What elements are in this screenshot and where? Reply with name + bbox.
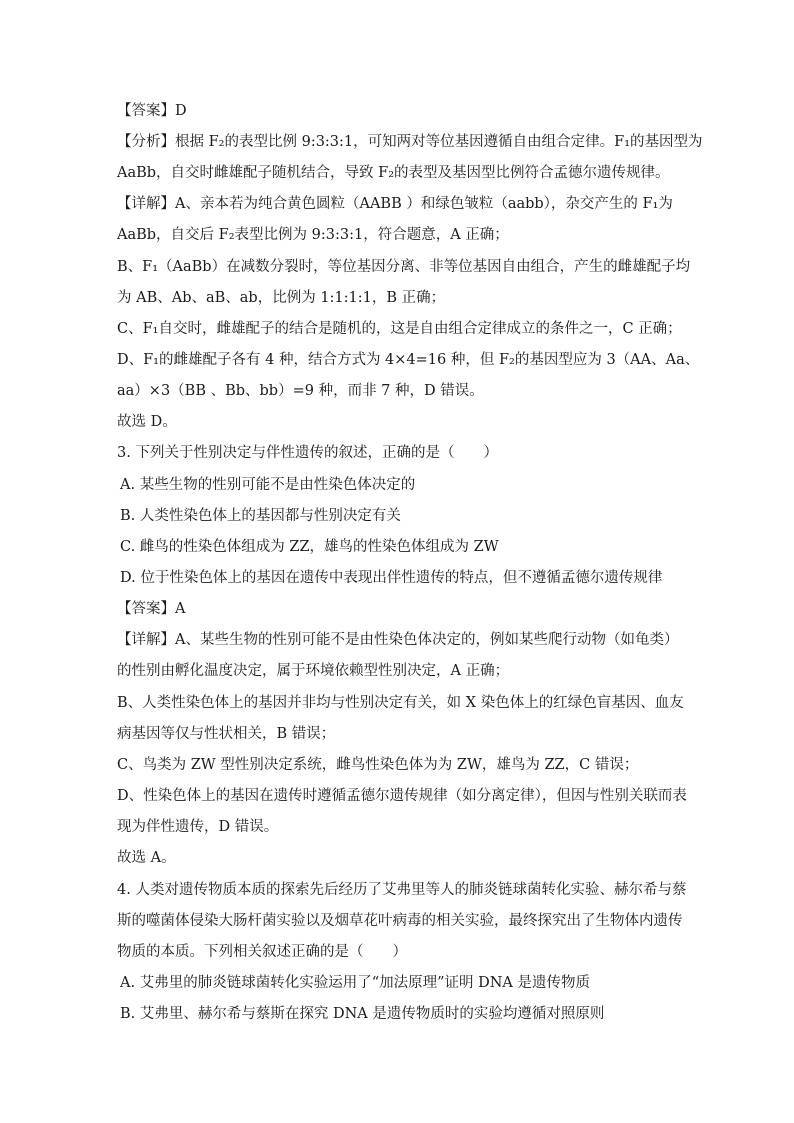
question-3-option-b: B. 人类性染色体上的基因都与性别决定有关 — [120, 508, 401, 524]
question-3-option-a: A. 某些生物的性别可能不是由性染色体决定的 — [120, 477, 416, 493]
explanation-line-5: C、F₁自交时，雌雄配子的结合是随机的，这是自由组合定律成立的条件之一，C 正确； — [117, 321, 682, 337]
question-4-option-b: B. 艾弗里、赫尔希与蔡斯在探究 DNA 是遗传物质时的实验均遵循对照原则 — [120, 1006, 605, 1022]
choice-line-q2: 故选 D。 — [117, 414, 177, 430]
question-4-stem-line-1: 4. 人类对遗传物质本质的探索先后经历了艾弗里等人的肺炎链球菌转化实验、赫尔希与蔡 — [117, 882, 687, 898]
explanation-line-3: B、F₁（AaBb）在减数分裂时，等位基因分离、非等位基因自由组合，产生的雌雄配子均 — [117, 259, 691, 275]
explanation-line-2: AaBb，自交后 F₂表型比例为 9:3:3:1，符合题意，A 正确； — [117, 227, 509, 243]
q3-explanation-line-1: 【详解】A、某些生物的性别可能不是由性染色体决定的，例如某些爬行动物（如龟类） — [117, 632, 679, 648]
question-3-option-d: D. 位于性染色体上的基因在遗传中表现出伴性遗传的特点，但不遵循孟德尔遗传规律 — [120, 570, 663, 586]
answer-label-q3: 【答案】A — [117, 601, 186, 617]
q3-explanation-line-2: 的性别由孵化温度决定，属于环境依赖型性别决定，A 正确； — [117, 663, 510, 679]
q3-explanation-line-6: D、性染色体上的基因在遗传时遵循孟德尔遗传规律（如分离定律），但因与性别关联而表 — [117, 788, 687, 804]
answer-label-q2: 【答案】D — [117, 103, 187, 119]
choice-line-q3: 故选 A。 — [117, 850, 176, 866]
question-4-option-a: A. 艾弗里的肺炎链球菌转化实验运用了“加法原理”证明 DNA 是遗传物质 — [120, 975, 591, 991]
explanation-line-1: 【详解】A、亲本若为纯合黄色圆粒（AABB ）和绿色皱粒（aabb），杂交产生的 F₁为 — [117, 196, 673, 212]
question-3-option-c: C. 雌鸟的性染色体组成为 ZZ，雄鸟的性染色体组成为 ZW — [120, 539, 499, 555]
analysis-line-2: AaBb，自交时雌雄配子随机结合，导致 F₂的表型及基因型比例符合孟德尔遗传规律。 — [117, 165, 670, 181]
explanation-line-6: D、F₁的雌雄配子各有 4 种，结合方式为 4×4=16 种，但 F₂的基因型应为 3（AA、Aa、 — [117, 352, 700, 368]
q3-explanation-line-4: 病基因等仅与性状相关，B 错误； — [117, 726, 336, 742]
q3-explanation-line-5: C、鸟类为 ZW 型性别决定系统，雌鸟性染色体为为 ZW，雄鸟为 ZZ，C 错误； — [117, 757, 639, 773]
question-4-stem-line-3: 物质的本质。下列相关叙述正确的是（ ） — [117, 944, 407, 960]
explanation-line-4: 为 AB、Ab、aB、ab，比例为 1:1:1:1，B 正确； — [117, 290, 446, 306]
question-3-stem: 3. 下列关于性别决定与伴性遗传的叙述，正确的是（ ） — [117, 445, 498, 461]
question-4-stem-line-2: 斯的噬菌体侵染大肠杆菌实验以及烟草花叶病毒的相关实验，最终探究出了生物体内遗传 — [117, 913, 683, 929]
explanation-line-7: aa）×3（BB 、Bb、bb）=9 种，而非 7 种，D 错误。 — [117, 383, 484, 399]
analysis-line-1: 【分析】根据 F₂的表型比例 9:3:3:1，可知两对等位基因遵循自由组合定律。F₁的基因型为 — [117, 134, 703, 150]
q3-explanation-line-7: 现为伴性遗传，D 错误。 — [117, 819, 279, 835]
q3-explanation-line-3: B、人类性染色体上的基因并非均与性别决定有关，如 X 染色体上的红绿色盲基因、血友 — [117, 695, 684, 711]
